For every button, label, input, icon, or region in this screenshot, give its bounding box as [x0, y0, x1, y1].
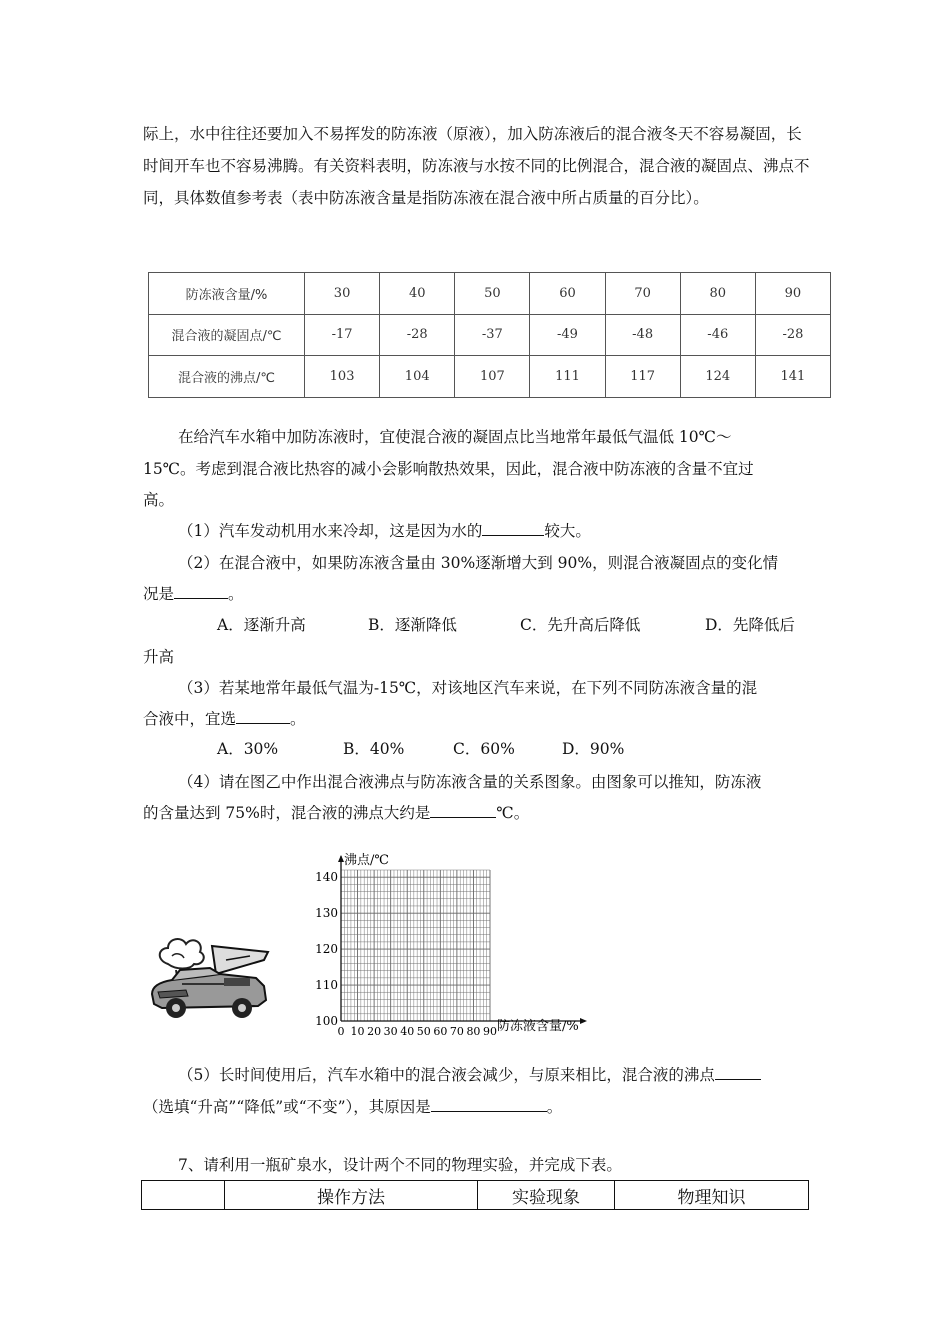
intro-paragraph: 际上，水中往往还要加入不易挥发的防冻液（原液），加入防冻液后的混合液冬天不容易凝固，长时间开车也不容易沸腾。有关资料表明，防冻液与水按不同的比例混合，混合液的凝固点、沸点不同，具体数值参考表（表中防冻液含量是指防冻液在混合液中所占质量的百分比）。 — [143, 125, 810, 207]
y-tick-label: 120 — [315, 942, 338, 957]
x-tick-label: 60 — [433, 1025, 448, 1038]
q2-answer-blank[interactable] — [174, 582, 228, 599]
x-axis-arrow — [580, 1018, 587, 1024]
table-cell: 111 — [530, 356, 605, 398]
q1-prefix: （1）汽车发动机用水来冷却，这是因为水的 — [178, 522, 483, 540]
chart-grid — [341, 870, 490, 1021]
q3-option-c[interactable]: C．60% — [453, 740, 515, 758]
table-cell: 117 — [605, 356, 680, 398]
row-header: 混合液的凝固点/℃ — [149, 314, 305, 356]
q3-prefix: 合液中，宜选 — [143, 710, 237, 728]
table-cell: -49 — [530, 314, 605, 356]
table-cell: 60 — [530, 273, 605, 315]
car-overheating-illustration — [146, 930, 276, 1026]
q5-line1 — [178, 1060, 761, 1090]
q2-option-c[interactable]: C．先升高后降低 — [520, 616, 641, 634]
q4-line2 — [143, 798, 529, 828]
table-cell: 104 — [380, 356, 455, 398]
q4-answer-blank[interactable] — [430, 801, 496, 818]
table-cell: 141 — [755, 356, 830, 398]
para2-line1: 在给汽车水箱中加防冻液时，宜使混合液的凝固点比当地常年最低气温低 10℃～ — [178, 428, 732, 446]
table-cell: 80 — [680, 273, 755, 315]
q3-option-b[interactable]: B．40% — [343, 740, 405, 758]
q5-answer-blank-1[interactable] — [715, 1063, 761, 1080]
q2-suffix: 。 — [228, 585, 244, 603]
table-header-blank — [142, 1181, 225, 1210]
q3-line2 — [143, 704, 306, 734]
q2-option-a[interactable]: A．逐渐升高 — [217, 616, 306, 634]
x-axis-label: 防冻液含量/% — [497, 1019, 579, 1034]
q3-suffix: 。 — [290, 710, 306, 728]
q3-line1: （3）若某地常年最低气温为-15℃，对该地区汽车来说，在下列不同防冻液含量的混 — [178, 679, 758, 697]
q2-prefix: 况是 — [143, 585, 175, 603]
experiment-table — [141, 1180, 809, 1210]
table-cell: 107 — [455, 356, 530, 398]
q1-answer-blank[interactable] — [482, 519, 544, 536]
table-cell: 90 — [755, 273, 830, 315]
row-header: 防冻液含量/% — [149, 273, 305, 315]
q4-suffix: ℃。 — [496, 804, 530, 822]
y-tick-label: 140 — [315, 870, 338, 885]
table-row — [149, 273, 831, 315]
q2-option-d-continued: 升高 — [143, 648, 175, 666]
table-cell: -17 — [305, 314, 380, 356]
q3-option-d[interactable]: D．90% — [562, 740, 625, 758]
q5-line2-prefix: （选填“升高”“降低”或“不变”），其原因是 — [143, 1098, 431, 1116]
table-cell: 30 — [305, 273, 380, 315]
chart-axes — [338, 855, 587, 1024]
para2-line2: 15℃。考虑到混合液比热容的减小会影响散热效果，因此，混合液中防冻液的含量不宜过 — [143, 460, 754, 478]
x-tick-label: 80 — [466, 1025, 481, 1038]
table-cell: -46 — [680, 314, 755, 356]
y-tick-label: 100 — [315, 1014, 338, 1028]
table-header-phenomenon: 实验现象 — [478, 1181, 615, 1210]
y-tick-label: 130 — [315, 906, 338, 921]
x-tick-label: 50 — [416, 1025, 431, 1038]
question-7: 7、请利用一瓶矿泉水，设计两个不同的物理实验，并完成下表。 — [178, 1156, 622, 1174]
q1-suffix: 较大。 — [544, 522, 591, 540]
x-tick-label: 40 — [400, 1025, 415, 1038]
boiling-point-chart[interactable] — [300, 848, 590, 1038]
q5-answer-blank-2[interactable] — [431, 1095, 547, 1112]
y-tick-label: 110 — [315, 978, 338, 993]
table-cell: -37 — [455, 314, 530, 356]
x-tick-label: 30 — [383, 1025, 398, 1038]
q5-prefix: （5）长时间使用后，汽车水箱中的混合液会减少，与原来相比，混合液的沸点 — [178, 1066, 715, 1084]
x-tick-label: 0 — [337, 1025, 345, 1038]
q2-option-b[interactable]: B．逐渐降低 — [368, 616, 457, 634]
y-axis-label: 沸点/℃ — [344, 853, 389, 868]
table-cell: 50 — [455, 273, 530, 315]
x-tick-label: 20 — [367, 1025, 382, 1038]
table-cell: -48 — [605, 314, 680, 356]
q2-line1: （2）在混合液中，如果防冻液含量由 30%逐渐增大到 90%，则混合液凝固点的变化情 — [178, 554, 779, 572]
table-header-knowledge: 物理知识 — [615, 1181, 809, 1210]
x-tick-label: 90 — [483, 1025, 497, 1038]
y-tick-labels — [315, 870, 338, 1028]
row-header: 混合液的沸点/℃ — [149, 356, 305, 398]
q5-suffix: 。 — [546, 1098, 563, 1116]
table-cell: -28 — [380, 314, 455, 356]
question-1 — [178, 516, 591, 546]
q2-option-d[interactable]: D．先降低后 — [705, 616, 795, 634]
q3-answer-blank[interactable] — [236, 707, 290, 724]
x-tick-label: 70 — [449, 1025, 464, 1038]
table-cell: 70 — [605, 273, 680, 315]
q3-option-a[interactable]: A．30% — [217, 740, 279, 758]
q4-prefix: 的含量达到 75%时，混合液的沸点大约是 — [143, 804, 431, 822]
table-row — [149, 356, 831, 398]
table-cell: 40 — [380, 273, 455, 315]
table-row — [142, 1181, 809, 1210]
antifreeze-data-table — [148, 272, 831, 398]
table-cell: -28 — [755, 314, 830, 356]
q4-line1: （4）请在图乙中作出混合液沸点与防冻液含量的关系图象。由图象可以推知，防冻液 — [178, 773, 762, 791]
table-row — [149, 314, 831, 356]
table-cell: 103 — [305, 356, 380, 398]
x-tick-label: 10 — [350, 1025, 365, 1038]
table-header-method: 操作方法 — [225, 1181, 478, 1210]
q5-line2 — [143, 1092, 562, 1122]
table-cell: 124 — [680, 356, 755, 398]
x-tick-labels — [338, 1025, 498, 1038]
q2-line2 — [143, 579, 244, 609]
para2-line3: 高。 — [143, 491, 175, 509]
